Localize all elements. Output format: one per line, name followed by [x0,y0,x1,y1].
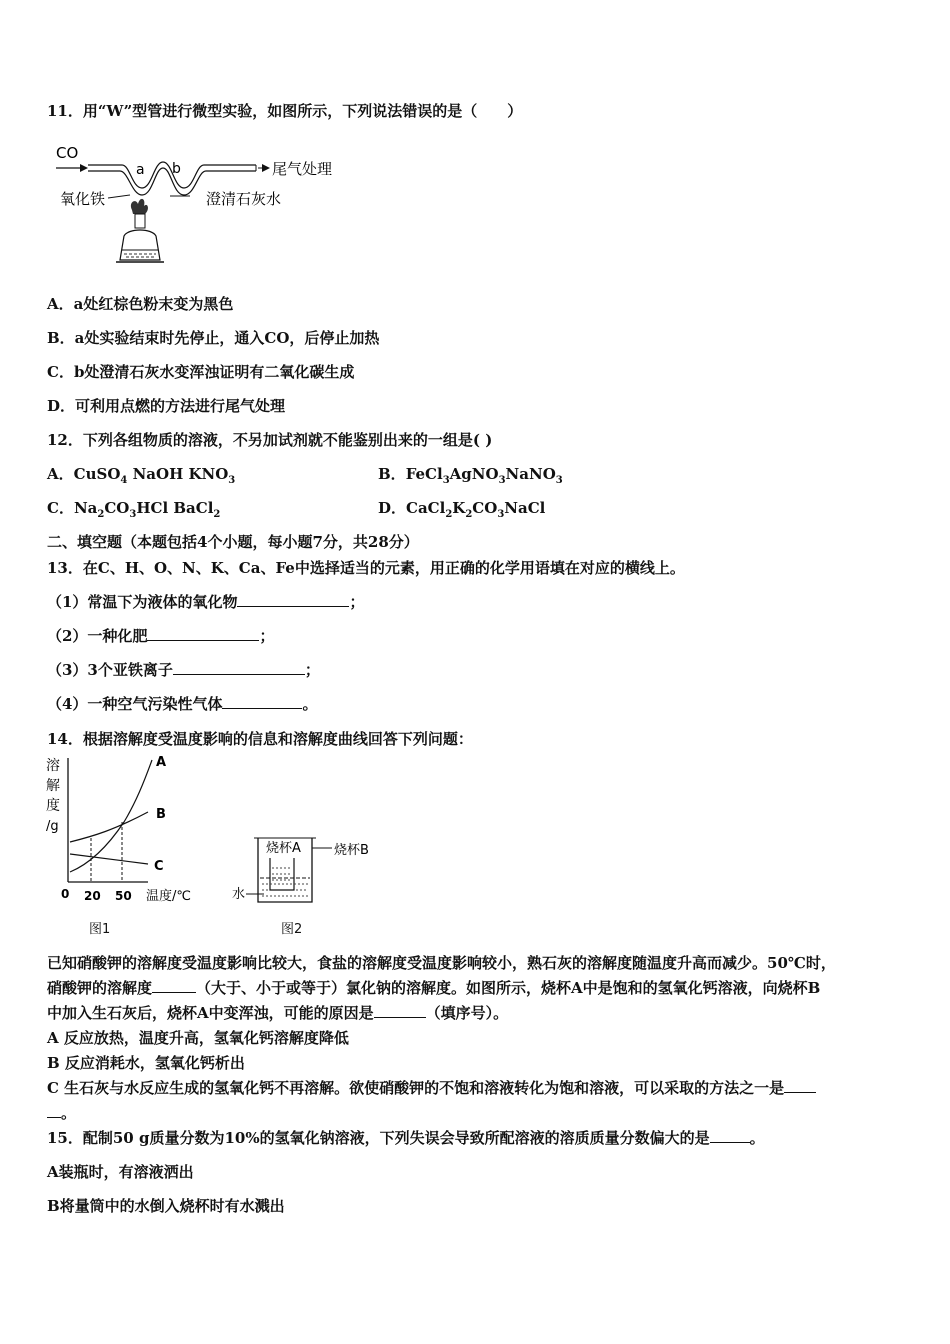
q13-stem: 13．在C、H、O、N、K、Ca、Fe中选择适当的元素，用正确的化学用语填在对应的横线上。 [47,559,685,577]
curve-b [70,812,148,842]
origin-label: 0 [61,887,70,901]
curve-a-label: A [156,755,167,770]
q13-item-4: （4）一种空气污染性气体 。 [47,695,318,713]
q15-stem: 15．配制50 g质量分数为10%的氢氧化钠溶液，下列失误会导致所配溶液的溶质质量分数偏大的是 。 [47,1129,765,1147]
q11-w-tube-figure [50,140,350,275]
curve-c [70,854,148,864]
answer-blank[interactable] [374,1003,426,1018]
q11-option-c: C．b处澄清石灰水变浑浊证明有二氧化碳生成 [47,363,355,381]
beaker-b-label: 烧杯B [334,843,369,858]
answer-blank[interactable] [47,1103,61,1118]
ylabel-3: 度 [46,798,60,814]
q11-stem: 11．用“W”型管进行微型实验，如图所示，下列说法错误的是（ ） [47,102,523,120]
q12-option-a: A．CuSO$_4$ NaOH $KNO_3$ [47,465,236,486]
q14-para1: 已知硝酸钾的溶解度受温度影响比较大，食盐的溶解度受温度影响较小，熟石灰的溶解度随温度升高而减少。50℃时， [47,954,836,972]
label-b: b [172,161,181,177]
q11-option-b: B．a处实验结束时先停止，通入CO，后停止加热 [47,329,380,347]
q13-item-1: （1）常温下为液体的氧化物 ； [47,593,365,611]
water-label: 水 [232,887,246,902]
q14-end: 。 [47,1103,76,1123]
ylabel-4: /g [46,819,59,834]
q12-option-d: D．$CaCl_2K_2CO_3NaCl$ [378,499,546,520]
answer-blank[interactable] [710,1128,750,1143]
tick-50: 50 [115,889,132,903]
q11-option-a: A．a处红棕色粉末变为黑色 [47,295,234,313]
tick-20: 20 [84,889,101,903]
q15-option-b: B将量筒中的水倒入烧杯时有水溅出 [47,1197,285,1215]
q14-stem: 14．根据溶解度受温度影响的信息和溶解度曲线回答下列问题： [47,730,473,748]
answer-blank[interactable] [222,694,302,709]
q15-option-a: A装瓶时，有溶液洒出 [47,1163,194,1181]
section2-title: 二、填空题（本题包括4个小题，每小题7分，共28分） [47,533,419,551]
q11-option-d: D．可利用点燃的方法进行尾气处理 [47,397,286,415]
solubility-chart [44,754,204,912]
co-label: CO [56,144,79,162]
ylabel-2: 解 [46,778,60,794]
answer-blank[interactable] [784,1078,816,1093]
q12-stem: 12．下列各组物质的溶液，不另加试剂就不能鉴别出来的一组是( ) [47,431,493,449]
iron-oxide-label: 氧化铁 [60,190,106,208]
curve-b-label: B [156,807,166,822]
q14-para3: 中加入生石灰后，烧杯A中变浑浊，可能的原因是 （填序号）。 [47,1004,509,1022]
beaker-a-label: 烧杯A [266,841,301,856]
tail-gas-label: 尾气处理 [272,160,333,178]
q13-item-3: （3）3个亚铁离子 ； [47,661,320,679]
q14-para2: 硝酸钾的溶解度 （大于、小于或等于）氯化钠的溶解度。如图所示，烧杯A中是饱和的氢氧化钙溶液，向烧杯B [47,979,821,997]
q13-item-2: （2）一种化肥 ； [47,627,275,645]
x-axis-label: 温度/℃ [146,889,191,904]
ylabel-1: 溶 [46,758,60,774]
fig1-caption: 图1 [89,922,111,937]
answer-blank[interactable] [152,978,196,993]
curve-c-label: C [154,859,164,874]
q12-option-b: B．FeCl$_3$AgNO$_3$NaNO$_3$ [378,465,563,486]
answer-blank[interactable] [237,592,349,607]
fig2-caption: 图2 [281,922,303,937]
beaker-figure [228,828,388,908]
q14-option-c: C 生石灰与水反应生成的氢氧化钙不再溶解。欲使硝酸钾的不饱和溶液转化为饱和溶液，可以采取的方法之一是 [47,1078,816,1098]
answer-blank[interactable] [147,626,259,641]
answer-blank[interactable] [173,660,305,675]
q14-option-a: A 反应放热，温度升高，氢氧化钙溶解度降低 [47,1029,349,1047]
q14-option-b: B 反应消耗水，氢氧化钙析出 [47,1054,245,1072]
limewater-label: 澄清石灰水 [206,190,282,208]
label-a: a [136,162,145,178]
q12-option-c: C．$Na_2CO_3HCl$ BaCl$_2$ [47,499,221,520]
